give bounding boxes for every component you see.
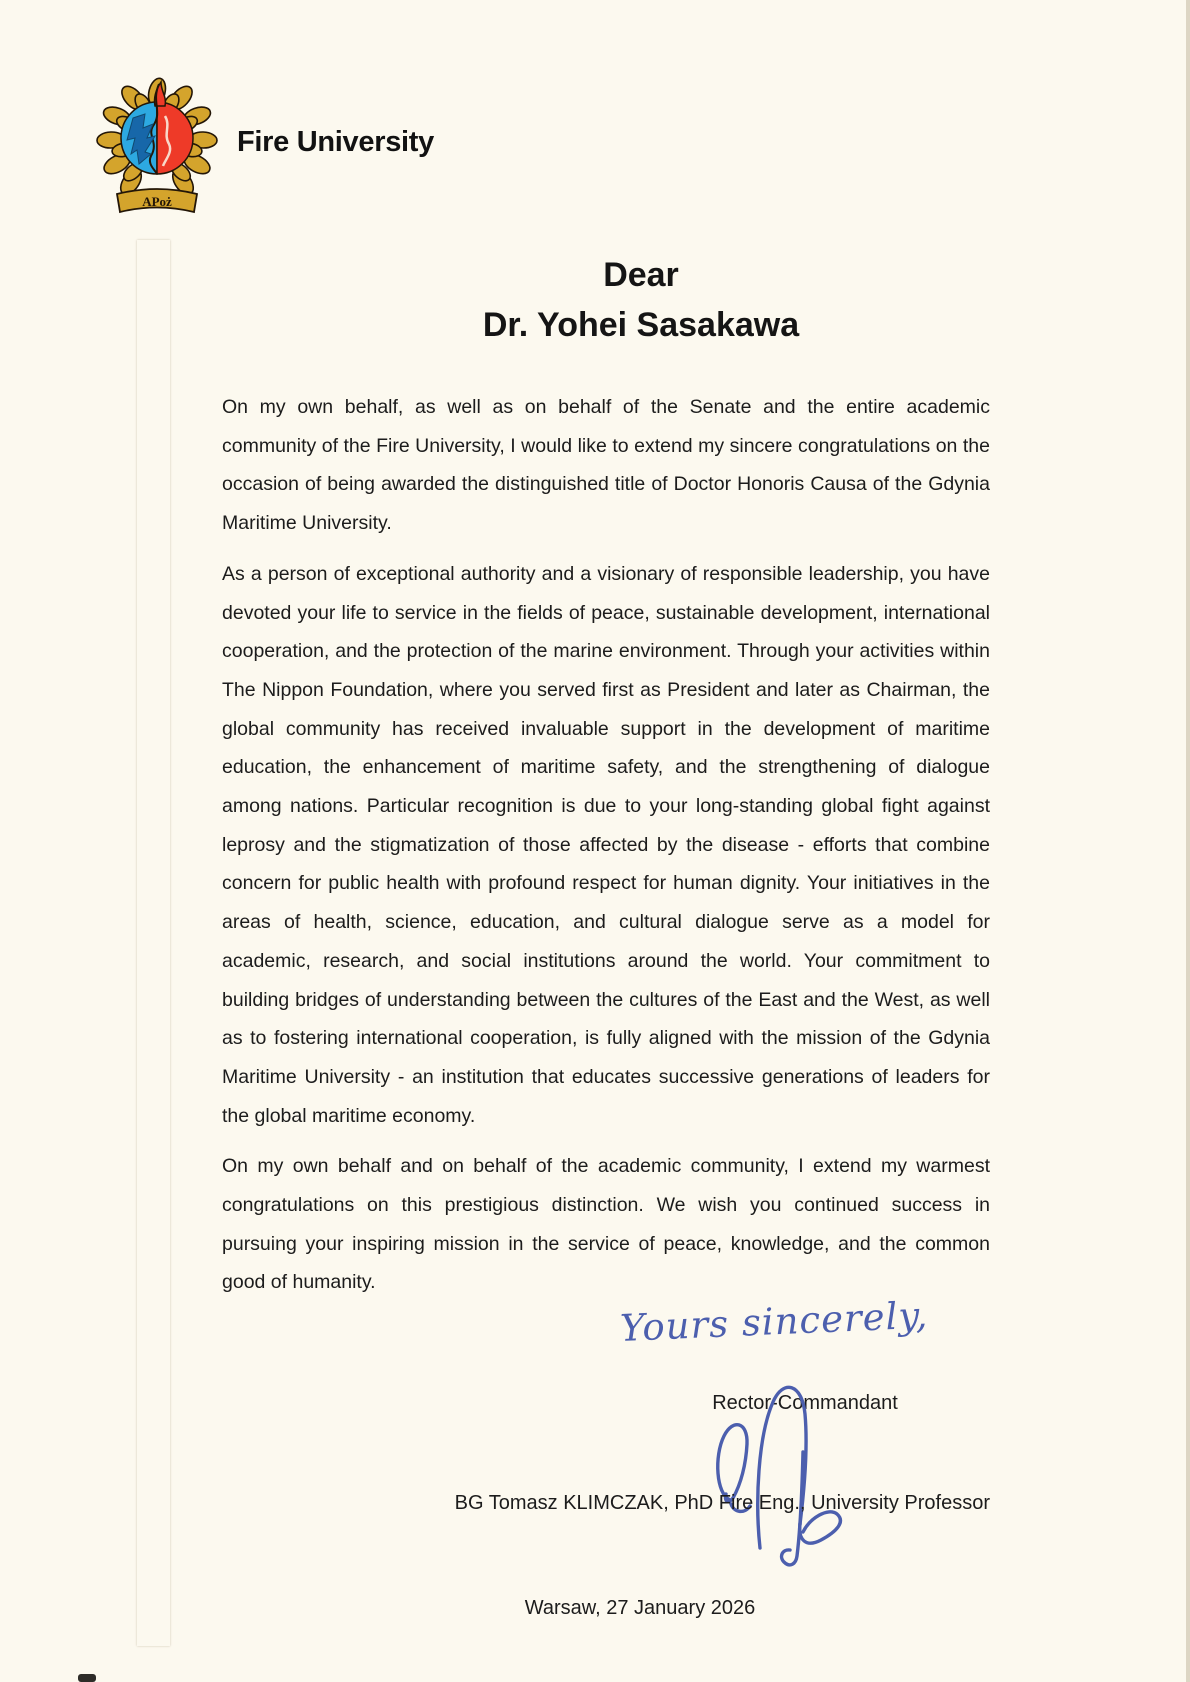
paragraph-1: On my own behalf, as well as on behalf of the Senate and the entire academic community of the Fire University, I would like to extend my sincere congratulations on the occasion of being awarded the distinguished title of Doctor Honoris Causa of the Gdynia Maritime University. bbox=[222, 396, 990, 535]
scan-edge-line bbox=[1186, 0, 1190, 1682]
salutation bbox=[241, 250, 1041, 350]
salutation-line1: Dear bbox=[603, 256, 679, 294]
fire-university-emblem-icon bbox=[93, 72, 221, 220]
signatory-name: BG Tomasz KLIMCZAK, PhD Fire Eng., University Professor bbox=[454, 1492, 990, 1514]
flag-ribbon bbox=[137, 240, 170, 1646]
paragraph-3: On my own behalf and on behalf of the academic community, I extend my warmest congratulations on this prestigious distinction. We wish you continued success in pursuing your inspiring mission in the service of peace, knowledge, and the common good of humanity. bbox=[222, 1155, 990, 1294]
ribbon-red-stripe bbox=[154, 240, 170, 1646]
handwritten-signature-icon bbox=[700, 1352, 870, 1570]
svg-text:APoż: APoż bbox=[142, 194, 172, 209]
scan-speck bbox=[78, 1674, 96, 1682]
emblem-banner bbox=[117, 189, 197, 212]
signatory-role: Rector-Commandant bbox=[712, 1392, 898, 1414]
dateline: Warsaw, 27 January 2026 bbox=[524, 1597, 756, 1619]
paragraph-2: As a person of exceptional authority and a visionary of responsible leadership, you have devoted your life to service in the fields of peace, sustainable development, international cooperation, and the protection of the marine environment. Through your activities within The Nippon Foundation, where you served first as President and later as Chairman, the global community has received invaluable support in the development of maritime education, the enhancement of maritime safety, and the strengthening of dialogue among nations. Particular recognition is due to your long-standing global fight against leprosy and the stigmatization of those affected by the disease - efforts that combine concern for public health with profound respect for human dignity. Your initiatives in the areas of health, science, education, and cultural dialogue serve as a model for academic, research, and social institutions around the world. Your commitment to building bridges of understanding between the cultures of the East and the West, as well as to fostering international cooperation, is fully aligned with the mission of the Gdynia Maritime University - an institution that educates successive generations of leaders for the global maritime economy. bbox=[222, 562, 990, 1127]
salutation-line2: Dr. Yohei Sasakawa bbox=[482, 306, 800, 344]
letter-body bbox=[222, 388, 990, 1314]
handwritten-closing: Yours sincerely, bbox=[619, 1293, 929, 1350]
ribbon-white-stripe bbox=[137, 240, 154, 1646]
university-name: Fire University bbox=[237, 126, 434, 158]
